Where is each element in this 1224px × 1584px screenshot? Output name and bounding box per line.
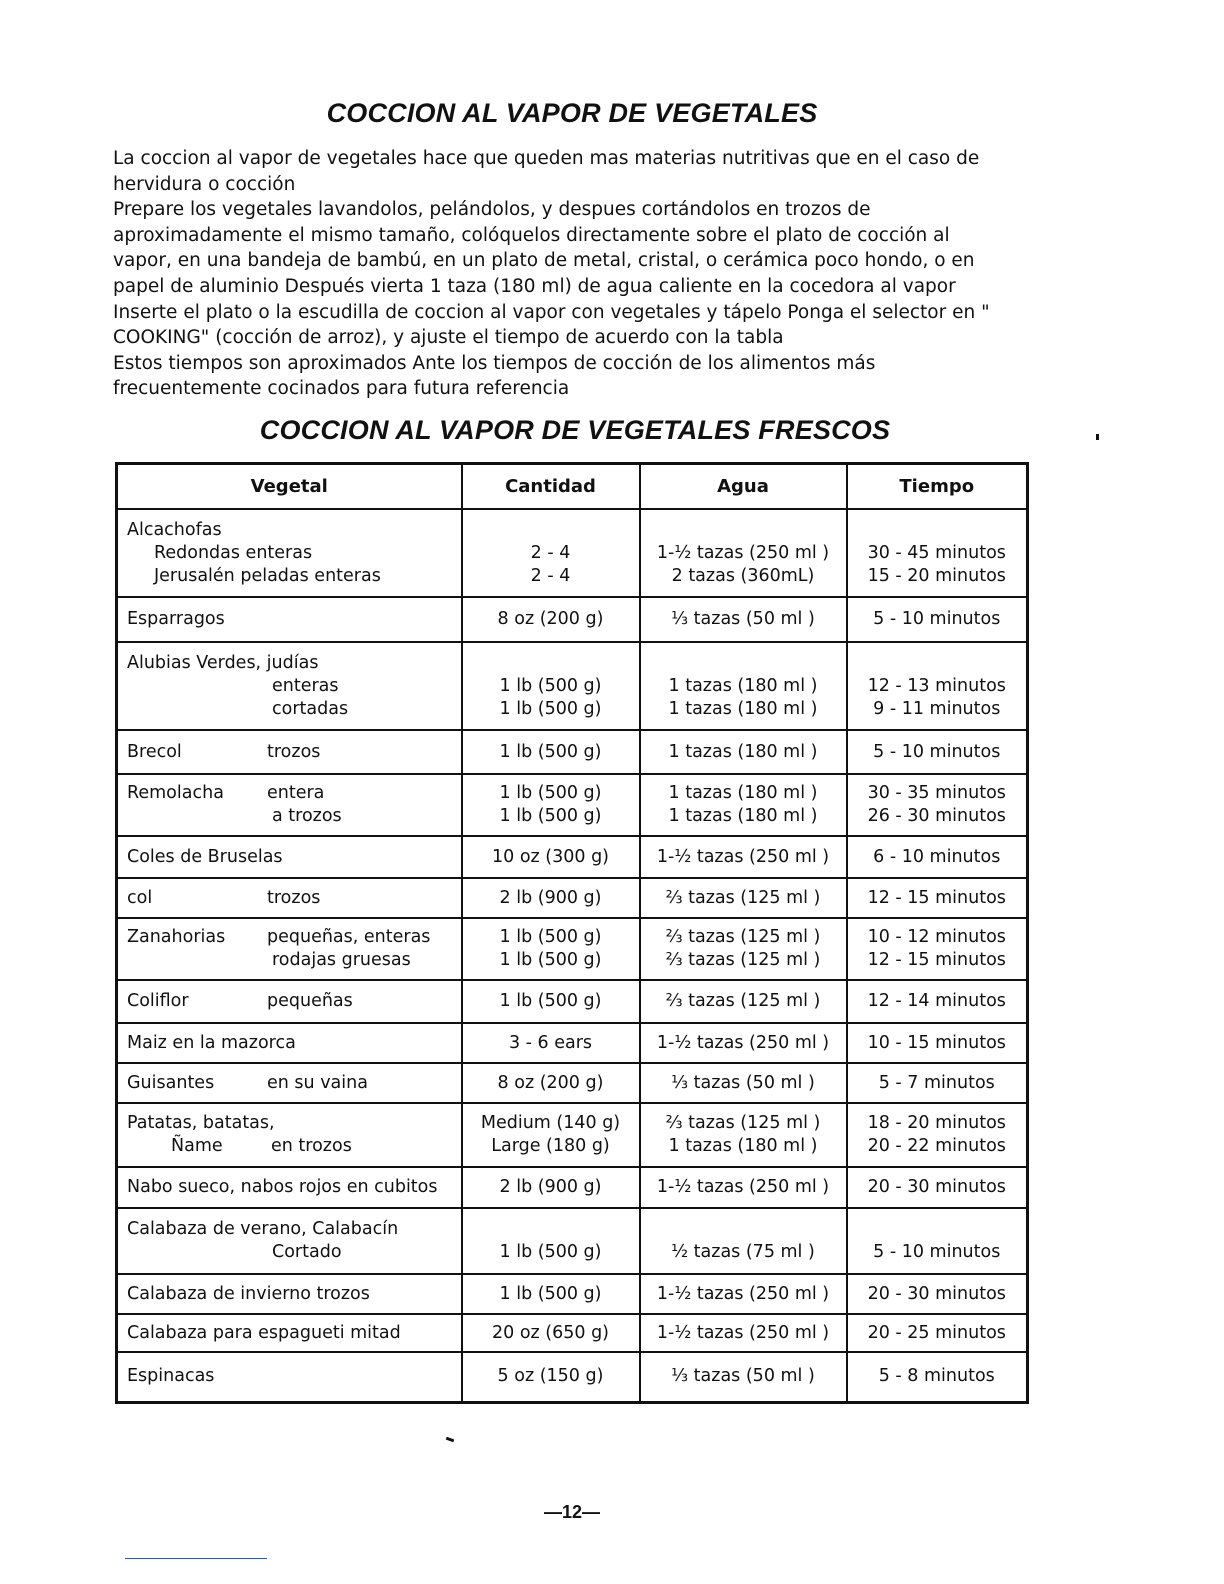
table-row	[117, 836, 1028, 878]
tiempo-value: 26 - 30 minutos	[867, 806, 1006, 826]
tiempo-value: 18 - 20 minutos	[867, 1113, 1006, 1133]
cantidad-cell: 2 lb (900 g)	[462, 1167, 640, 1208]
table-row	[117, 597, 1028, 642]
tiempo-cell	[847, 1208, 1028, 1274]
agua-cell: ⅓ tazas (50 ml )	[640, 597, 847, 642]
vegetal-variant: pequeñas, enteras	[267, 927, 431, 947]
header-vegetal: Vegetal	[117, 464, 462, 510]
vegetal-variant: rodajas gruesas	[272, 950, 411, 970]
agua-value: ½ tazas (75 ml )	[671, 1242, 815, 1262]
agua-cell	[640, 918, 847, 980]
tiempo-value: 10 - 12 minutos	[867, 927, 1006, 947]
tiempo-value: 9 - 11 minutos	[873, 698, 1001, 719]
agua-cell	[640, 1103, 847, 1167]
agua-value: ⅔ tazas (125 ml )	[665, 950, 821, 970]
table-row	[117, 1208, 1028, 1274]
table-title: COCCION AL VAPOR DE VEGETALES FRESCOS	[259, 415, 891, 445]
table-row	[117, 918, 1028, 980]
page-number: —12—	[543, 1502, 601, 1522]
cantidad-cell: 2 lb (900 g)	[462, 878, 640, 918]
header-cantidad: Cantidad	[462, 464, 640, 510]
cantidad-cell	[462, 1208, 640, 1274]
cantidad-cell: 1 lb (500 g)	[462, 980, 640, 1023]
scan-speck	[1096, 434, 1099, 440]
vegetal-cell	[117, 1352, 462, 1402]
vegetal-name: Patatas, batatas,	[127, 1113, 275, 1133]
table-row	[117, 1274, 1028, 1314]
tiempo-cell: 5 - 10 minutos	[847, 730, 1028, 774]
header-agua: Agua	[640, 464, 847, 510]
vegetal-cell	[117, 1167, 462, 1208]
cantidad-cell: 8 oz (200 g)	[462, 597, 640, 642]
cantidad-cell	[462, 509, 640, 597]
vegetal-variant: trozos	[267, 741, 321, 762]
table-row	[117, 1167, 1028, 1208]
agua-value: 1 tazas (180 ml )	[668, 806, 818, 826]
cantidad-value: Medium (140 g)	[480, 1113, 621, 1133]
tiempo-cell: 10 - 15 minutos	[847, 1023, 1028, 1063]
tiempo-cell: 20 - 25 minutos	[847, 1314, 1028, 1352]
vegetal-name: Remolacha	[127, 783, 224, 803]
vegetal-name: Calabaza de verano, Calabacín	[127, 1219, 399, 1239]
agua-cell: 1-½ tazas (250 ml )	[640, 1023, 847, 1063]
vegetal-name: Espinacas	[127, 1366, 215, 1387]
cantidad-cell	[462, 1103, 640, 1167]
tiempo-value: 30 - 45 minutos	[867, 542, 1006, 563]
vegetal-variant: Jerusalén peladas enteras	[154, 565, 381, 586]
vegetal-name: Coles de Bruselas	[127, 846, 283, 867]
agua-cell	[640, 774, 847, 836]
intro-paragraph: La coccion al vapor de vegetales hace que queden mas materias nutritivas que en el caso de hervidura o cocción	[113, 148, 980, 195]
vegetal-cell	[117, 1063, 462, 1103]
cantidad-cell: 3 - 6 ears	[462, 1023, 640, 1063]
vegetal-variant: Cortado	[272, 1242, 342, 1262]
tiempo-cell	[847, 918, 1028, 980]
agua-cell: ⅔ tazas (125 ml )	[640, 878, 847, 918]
vegetal-cell	[117, 980, 462, 1023]
tiempo-value: 30 - 35 minutos	[867, 783, 1006, 803]
vegetal-name: Calabaza para espagueti mitad	[127, 1322, 401, 1343]
page-title: COCCION AL VAPOR DE VEGETALES	[326, 98, 818, 128]
tiempo-value: 15 - 20 minutos	[867, 565, 1006, 586]
cantidad-value: 2 - 4	[530, 565, 571, 586]
vegetal-cell	[117, 597, 462, 642]
vegetal-name: Alcachofas	[127, 519, 222, 540]
vegetal-variant: Redondas enteras	[154, 542, 313, 563]
vegetal-name: Alubias Verdes, judías	[127, 652, 319, 673]
tiempo-value: 20 - 22 minutos	[867, 1136, 1006, 1156]
cantidad-cell: 8 oz (200 g)	[462, 1063, 640, 1103]
vegetal-variant: entera	[267, 783, 325, 803]
vegetal-name: Maiz en la mazorca	[127, 1032, 296, 1053]
vegetal-name: Guisantes	[127, 1072, 215, 1093]
intro-paragraph: Prepare los vegetales lavandolos, pelándolos, y despues cortándolos en trozos de aproximadamente el mismo tamaño, colóquelos directamente sobre el plato de cocción al vapor, en una bandeja de bambú, en un plato de metal, cristal, o cerámica poco hondo, o en papel de aluminio Después vierta 1 taza (180 ml) de agua caliente en la cocedora al vapor Inserte el plato o la escudilla de coccion al vapor con vegetales y tápelo Ponga el selector en " COOKING" (cocción de arroz), y ajuste el tiempo de acuerdo con la tabla	[113, 199, 990, 349]
vegetal-cell	[117, 509, 462, 597]
vegetal-cell	[117, 836, 462, 878]
cantidad-cell: 20 oz (650 g)	[462, 1314, 640, 1352]
agua-value: 1 tazas (180 ml )	[668, 698, 818, 719]
tiempo-cell: 5 - 10 minutos	[847, 597, 1028, 642]
tiempo-cell: 12 - 14 minutos	[847, 980, 1028, 1023]
vegetal-cell	[117, 1103, 462, 1167]
vegetal-cell	[117, 1314, 462, 1352]
agua-value: 1 tazas (180 ml )	[668, 1136, 818, 1156]
agua-value: ⅔ tazas (125 ml )	[665, 1113, 821, 1133]
tiempo-value: 12 - 15 minutos	[867, 950, 1006, 970]
vegetal-variant: enteras	[272, 675, 339, 696]
table-row	[117, 878, 1028, 918]
vegetal-name: Zanahorias	[127, 927, 226, 947]
agua-cell	[640, 509, 847, 597]
tiempo-cell: 20 - 30 minutos	[847, 1274, 1028, 1314]
vegetal-variant: en su vaina	[267, 1072, 368, 1093]
vegetal-variant: trozos	[267, 887, 321, 908]
agua-value: 1-½ tazas (250 ml )	[656, 542, 830, 563]
vegetal-variant: cortadas	[272, 698, 349, 719]
table-row	[117, 509, 1028, 597]
agua-value: 2 tazas (360mL)	[671, 565, 815, 586]
table-row	[117, 1103, 1028, 1167]
vegetal-name: Esparragos	[127, 609, 225, 629]
vegetal-name: Brecol	[127, 741, 182, 762]
table-row	[117, 1352, 1028, 1402]
vegetal-cell	[117, 918, 462, 980]
agua-cell: 1-½ tazas (250 ml )	[640, 1274, 847, 1314]
cantidad-value: 1 lb (500 g)	[499, 675, 602, 696]
table-row	[117, 1314, 1028, 1352]
vegetal-cell	[117, 1208, 462, 1274]
vegetal-cell	[117, 878, 462, 918]
cantidad-value: 1 lb (500 g)	[499, 950, 602, 970]
cantidad-cell: 1 lb (500 g)	[462, 730, 640, 774]
tiempo-cell	[847, 774, 1028, 836]
cantidad-cell: 1 lb (500 g)	[462, 1274, 640, 1314]
table-row	[117, 774, 1028, 836]
cantidad-cell	[462, 642, 640, 730]
tiempo-cell	[847, 509, 1028, 597]
tiempo-value: 5 - 10 minutos	[873, 1242, 1001, 1262]
steaming-table	[115, 462, 1029, 1404]
agua-cell	[640, 642, 847, 730]
vegetal-cell	[117, 1274, 462, 1314]
table-row	[117, 642, 1028, 730]
vegetal-variant: en trozos	[271, 1136, 352, 1156]
agua-cell	[640, 1208, 847, 1274]
vegetal-name: Coliflor	[127, 991, 189, 1011]
tiempo-cell	[847, 642, 1028, 730]
tiempo-cell: 5 - 7 minutos	[847, 1063, 1028, 1103]
vegetal-variant: Ñame	[171, 1136, 223, 1156]
cantidad-value: 1 lb (500 g)	[499, 806, 602, 826]
tiempo-cell	[847, 1103, 1028, 1167]
cantidad-cell	[462, 918, 640, 980]
vegetal-cell	[117, 1023, 462, 1063]
footer-rule	[125, 1558, 267, 1559]
intro-text	[113, 146, 1013, 402]
tiempo-cell: 12 - 15 minutos	[847, 878, 1028, 918]
agua-cell: 1-½ tazas (250 ml )	[640, 1167, 847, 1208]
cantidad-cell: 10 oz (300 g)	[462, 836, 640, 878]
vegetal-variant: pequeñas	[267, 991, 353, 1011]
header-tiempo: Tiempo	[847, 464, 1028, 510]
tiempo-cell: 5 - 8 minutos	[847, 1352, 1028, 1402]
cantidad-value: 2 - 4	[530, 542, 571, 563]
agua-cell: 1 tazas (180 ml )	[640, 730, 847, 774]
agua-cell: 1-½ tazas (250 ml )	[640, 836, 847, 878]
agua-cell: ⅓ tazas (50 ml )	[640, 1352, 847, 1402]
scan-speck	[446, 1437, 455, 1443]
vegetal-cell	[117, 730, 462, 774]
cantidad-cell	[462, 774, 640, 836]
table-header-row	[117, 464, 1028, 510]
tiempo-cell: 6 - 10 minutos	[847, 836, 1028, 878]
vegetal-name: Nabo sueco, nabos rojos en cubitos	[127, 1177, 438, 1197]
cantidad-value: 1 lb (500 g)	[499, 1242, 602, 1262]
tiempo-value: 12 - 13 minutos	[867, 675, 1006, 696]
table-row	[117, 1063, 1028, 1103]
vegetal-cell	[117, 642, 462, 730]
vegetal-cell	[117, 774, 462, 836]
agua-cell: ⅓ tazas (50 ml )	[640, 1063, 847, 1103]
table-row	[117, 1023, 1028, 1063]
vegetal-name: col	[127, 887, 153, 908]
agua-cell: 1-½ tazas (250 ml )	[640, 1314, 847, 1352]
intro-paragraph: Estos tiempos son aproximados Ante los tiempos de cocción de los alimentos más frecuentemente cocinados para futura referencia	[113, 352, 876, 400]
table-row	[117, 980, 1028, 1023]
table-row	[117, 730, 1028, 774]
cantidad-value: 1 lb (500 g)	[499, 927, 602, 947]
cantidad-value: 1 lb (500 g)	[499, 698, 602, 719]
cantidad-cell: 5 oz (150 g)	[462, 1352, 640, 1402]
tiempo-cell: 20 - 30 minutos	[847, 1167, 1028, 1208]
agua-cell: ⅔ tazas (125 ml )	[640, 980, 847, 1023]
agua-value: 1 tazas (180 ml )	[668, 675, 818, 696]
cantidad-value: Large (180 g)	[491, 1136, 610, 1156]
cantidad-value: 1 lb (500 g)	[499, 783, 602, 803]
vegetal-variant: a trozos	[272, 806, 342, 826]
agua-value: 1 tazas (180 ml )	[668, 783, 818, 803]
agua-value: ⅔ tazas (125 ml )	[665, 927, 821, 947]
vegetal-name: Calabaza de invierno trozos	[127, 1283, 370, 1304]
